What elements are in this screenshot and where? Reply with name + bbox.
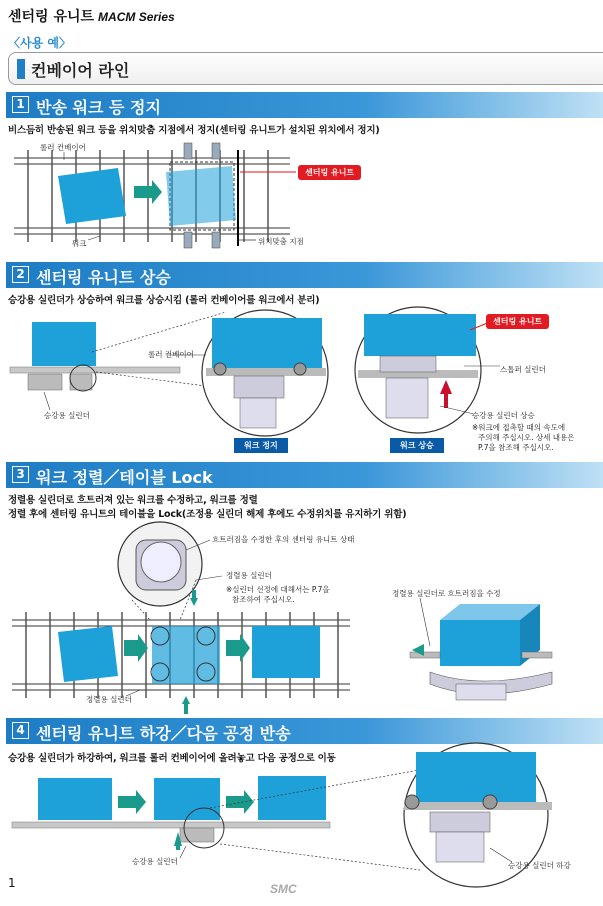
title-text: 센터링 유니트 [8,9,95,25]
section-number: 4 [12,722,29,739]
label-align-cylinder-2: 정렬용 실린더 [86,695,132,704]
label-align-fix: 정렬용 실린더로 흐트러짐을 수정 [392,589,501,598]
page-number: 1 [8,876,16,890]
section-title: 센터링 유니트 상승 [36,268,171,287]
section-3-desc: 정렬용 실린더로 흐트러져 있는 워크를 수정하고, 워크를 정렬 [8,495,258,506]
label-align-cylinder: 정렬용 실린더 [226,571,272,580]
work-2 [154,778,220,820]
section-title: 센터링 유니트 하강／다음 공정 반송 [36,724,291,743]
note-line-2: 주의해 주십시오. 상세 내용은 [478,433,575,442]
label-lift-cylinder-up: 승강용 실린더 상승 [472,411,535,420]
align-note-2: 참조하여 주십시오. [232,595,295,604]
align-note-1: ※실린더 선정에 대해서는 P.7을 [226,585,330,594]
label-roller-conveyor-2: 롤러 컨베이어 [148,350,194,359]
section-3-desc-2: 정렬 후에 센터링 유니트의 테이블을 Lock(조정용 실린더 해제 후에도 수정위치를 유지하기 위함) [8,509,407,520]
label-work: 워크 [72,239,87,248]
label-position-point: 위치맞춤 지점 [258,237,304,246]
section-4-desc: 승강용 실린더가 하강하여, 워크를 롤러 컨베이어에 올려놓고 다음 공정으로 이동 [8,753,336,764]
series-name: MACM Series [98,10,175,24]
section-title: 워크 정렬／테이블 Lock [36,468,213,487]
example-label: 〈사용 예〉 [8,36,71,50]
line-title: 컨베이어 라인 [31,61,130,80]
smc-logo: SMC [270,882,297,896]
label-roller-conveyor: 롤러 컨베이어 [40,143,86,152]
section-1-desc: 비스듬히 반송된 워크 등을 위치맞춤 지점에서 정지(센터링 유니트가 설치된 위치에서 정지) [8,125,380,136]
work-up-tag: 워크 상승 [390,438,444,453]
note-line-1: ※워크에 접촉할 때의 속도에 [472,423,566,432]
section-number: 1 [12,96,29,113]
label-stopper-cylinder: 스톱퍼 실린더 [500,365,546,374]
label-lift-cylinder: 승강용 실린더 [44,411,90,420]
note-line-3: P.7을 참조해 주십시오. [478,443,554,452]
work-3 [258,776,326,820]
section-title: 반송 워크 등 정지 [36,98,161,117]
section-2-desc: 승강용 실린더가 상승하여 워크를 상승시킴 (롤러 컨베이어를 워크에서 분리) [8,295,320,306]
label-lift-cylinder-3: 승강용 실린더 [132,857,178,866]
work-stop-tag: 워크 정지 [234,438,288,453]
centering-unit-tag-2: 센터링 유니트 [486,314,549,329]
work-1 [38,778,112,820]
label-lift-cylinder-down: 승강용 실린더 하강 [508,861,571,870]
section-number: 3 [12,466,29,483]
label-unit-state: 흐트러짐을 수정한 후의 센터링 유니트 상태 [212,535,355,544]
centering-unit-tag: 센터링 유니트 [298,165,361,180]
section-number: 2 [12,266,29,283]
